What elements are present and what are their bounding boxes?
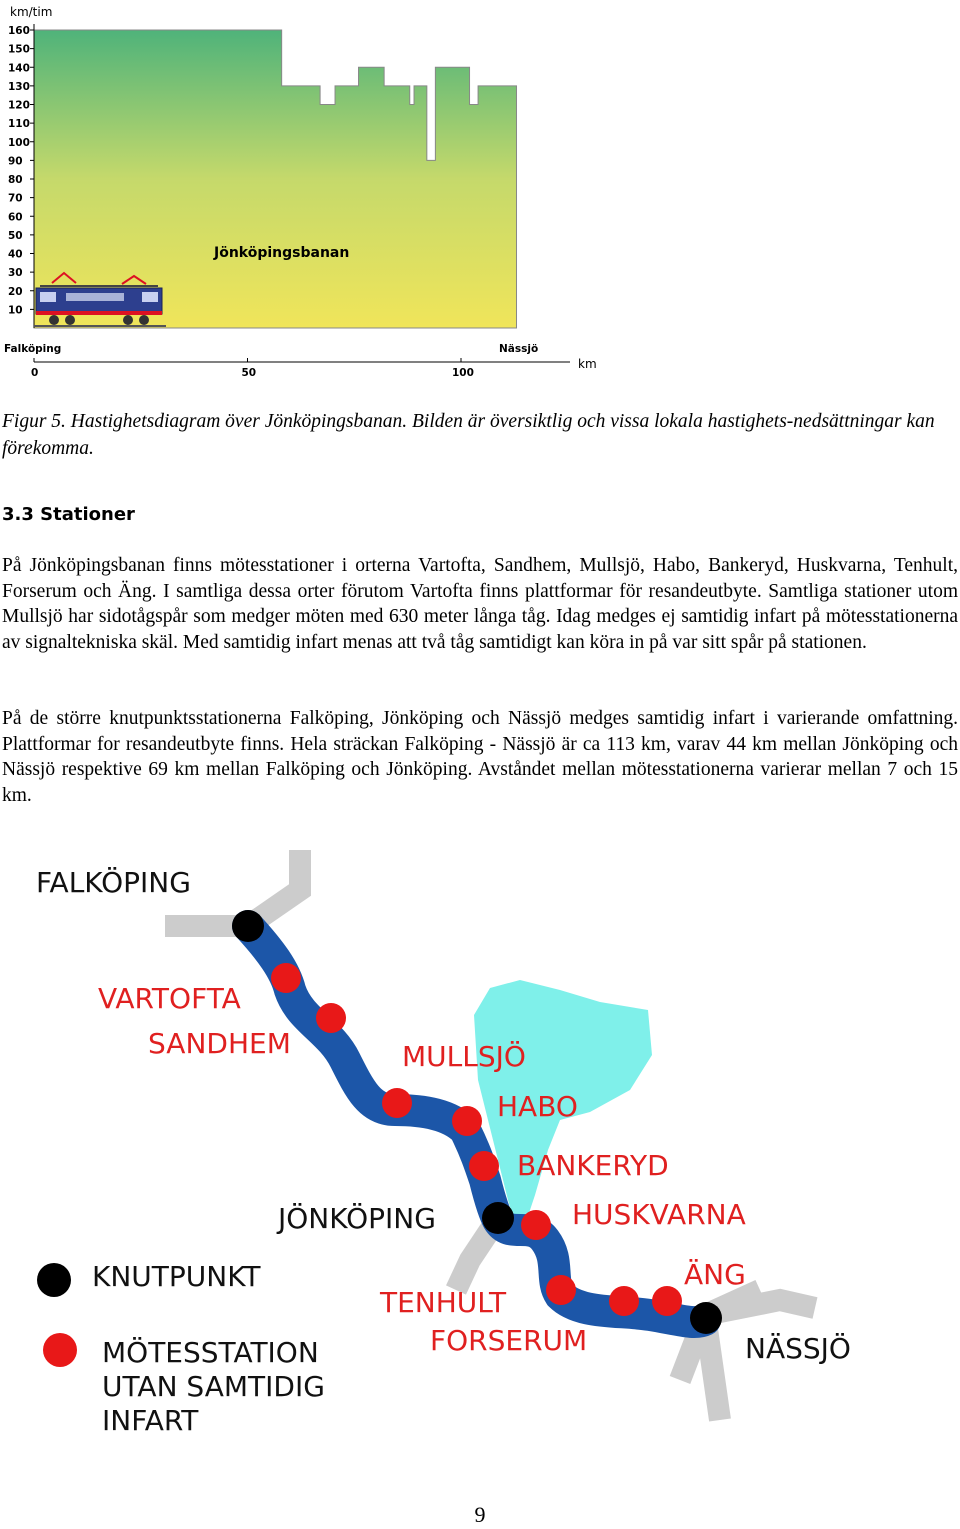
speed-profile-area [34,30,517,328]
label-habo: HABO [497,1090,578,1123]
legend-junction-label: KNUTPUNKT [92,1260,261,1293]
y-tick-label: 20 [8,285,23,298]
speed-diagram [0,0,620,400]
legend-meeting-label-3: INFART [102,1404,199,1437]
y-tick-label: 120 [8,99,30,112]
y-tick-label: 90 [8,155,23,168]
station-dot-vartofta [271,963,301,993]
y-tick-label: 130 [8,80,30,93]
legend-meeting-dot [43,1333,77,1367]
legend-meeting-label-2: UTAN SAMTIDIG [102,1370,325,1403]
paragraph-junctions: På de större knutpunktsstationerna Falköping, Jönköping och Nässjö medges samtidig infart i varierande omfattning. Plattformar for resandeutbyte finns. Hela sträckan Falköping - Nässjö är ca 113 km, varav 44 km mellan Jönköping och Nässjö respektive 69 km mellan Falköping och Jönköping. Avståndet mellan mötesstationerna varierar mellan 7 och 15 km. [2,708,958,806]
label-forserum: FORSERUM [430,1324,588,1357]
y-tick-label: 50 [8,229,23,242]
label-falkoping: FALKÖPING [36,866,191,899]
y-tick-label: 110 [8,118,30,131]
page-number: 9 [474,1502,486,1527]
label-bankeryd: BANKERYD [517,1149,669,1182]
start-station-label: Falköping [4,343,62,355]
paragraph-stations: På Jönköpingsbanan finns mötesstationer i orterna Vartofta, Sandhem, Mullsjö, Habo, Bankeryd, Huskvarna, Tenhult, Forserum och Äng. I samtliga dessa orter förutom Vartofta finns plattformar för resandeutbyte. Samtliga stationer utom Mullsjö har sidotågspår som medger möten med 630 meter långa tåg. Idag medges ej samtidig infart på mötesstationerna av signaltekniska skäl. Med samtidig infart menas att två tåg samtidigt kan köra in på var sitt spår på stationen. [2,555,958,653]
station-dot-ang [652,1286,682,1316]
label-mullsjo: MULLSJÖ [402,1040,526,1073]
junction-dot-nassjo [690,1302,722,1334]
station-dot-tenhult [546,1275,576,1305]
junction-dot-falkoping [232,910,264,942]
station-dot-bankeryd [469,1151,499,1181]
label-sandhem: SANDHEM [148,1027,291,1060]
station-dot-mullsjo [382,1088,412,1118]
y-tick-label: 60 [8,211,23,224]
label-jonkoping: JÖNKÖPING [278,1202,436,1235]
y-tick-label: 40 [8,248,23,261]
station-dot-sandhem [316,1003,346,1033]
end-station-label: Nässjö [499,343,539,355]
label-tenhult: TENHULT [380,1286,507,1319]
route-map [0,820,960,1460]
y-tick-label: 160 [8,25,30,37]
junction-dot-jonkoping [482,1202,514,1234]
y-tick-label: 70 [8,192,23,205]
x-axis-unit: km [578,357,597,371]
station-dot-huskvarna [521,1210,551,1240]
x-tick-label: 50 [241,367,257,379]
legend-meeting-label-1: MÖTESSTATION [102,1336,319,1369]
station-dot-habo [452,1106,482,1136]
line-name-label: Jönköpingsbanan [214,245,350,261]
y-tick-label: 10 [8,304,23,317]
y-tick-label: 80 [8,174,23,186]
section-heading: 3.3 Stationer [2,504,135,525]
label-ang: ÄNG [684,1258,746,1291]
legend-junction-dot [37,1263,71,1297]
y-axis-unit: km/tim [10,5,53,19]
label-huskvarna: HUSKVARNA [572,1198,746,1231]
x-tick-label: 0 [31,367,39,379]
figure-caption: Figur 5. Hastighetsdiagram över Jönköpingsbanan. Bilden är översiktlig och vissa lokala hastighets-nedsättningar kan förekomma. [2,411,935,459]
y-tick-label: 140 [8,62,30,75]
y-tick-label: 100 [8,136,30,149]
y-tick-label: 150 [8,43,30,56]
station-dot-forserum [609,1286,639,1316]
label-nassjo: NÄSSJÖ [745,1332,851,1365]
y-tick-label: 30 [8,267,23,280]
label-vartofta: VARTOFTA [98,982,241,1015]
x-tick-label: 100 [452,367,474,379]
